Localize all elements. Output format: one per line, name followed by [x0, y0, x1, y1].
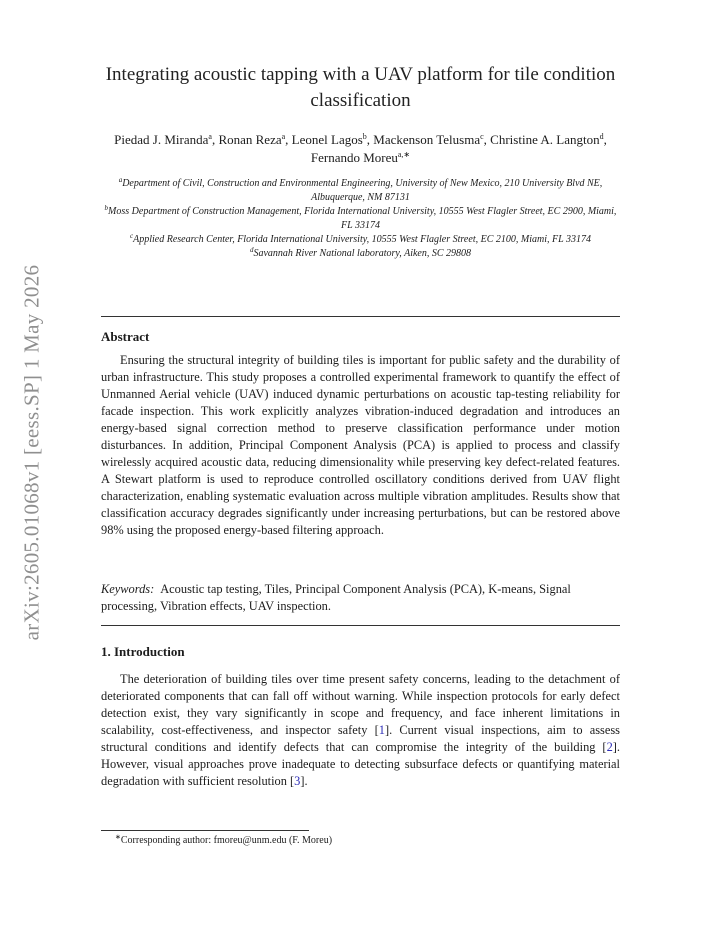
- arxiv-identifier-stamp: [12, 255, 52, 650]
- footnote-text: Corresponding author: fmoreu@unm.edu (F. Moreu): [120, 835, 333, 846]
- affiliation-text: Savannah River National laboratory, Aiken, SC 29808: [253, 248, 472, 259]
- affiliation: [101, 233, 620, 247]
- citation-link[interactable]: 1: [378, 723, 385, 737]
- introduction-heading: 1. Introduction: [101, 644, 185, 659]
- author-affiliation-marker: a,∗: [397, 150, 411, 159]
- keywords-label: Keywords:: [101, 582, 155, 596]
- abstract-top-rule: [101, 316, 620, 317]
- introduction-text-segment: ].: [300, 774, 308, 788]
- introduction-text: [101, 671, 620, 790]
- affiliation-marker: a: [118, 176, 123, 184]
- keywords-text: Acoustic tap testing, Tiles, Principal Component Analysis (PCA), K-means, Signal processing, Vibration effects, UAV inspection.: [101, 582, 571, 613]
- introduction-text-segment: ]. However, visual approaches prove inadequate to detecting subsurface defects or quantifying material degradation with sufficient resolution [: [101, 740, 620, 788]
- citation-link[interactable]: 3: [294, 774, 301, 788]
- affiliation: [101, 205, 620, 233]
- abstract-text: Ensuring the structural integrity of building tiles is important for public safety and the durability of urban infrastructure. This study proposes a controlled experimental framework to quantify the effect of Unmanned Aerial vehicle (UAV) induced dynamic perturbations on acoustic tap-testing reliability for facade inspection. This work explicitly analyzes vibration-induced degradation and introduces an energy-based signal correction method to preserve classification performance under motion disturbances. In addition, Principal Component Analysis (PCA) is applied to process and classify wirelessly acquired acoustic data, reducing dimensionality while preserving key defect-related features. A Stewart platform is used to reproduce controlled oscillatory conditions derived from UAV flight characterization, enabling systematic evaluation across multiple vibration amplitudes. Results show that classification accuracy degrades significantly under increasing perturbations, but can be restored above 98% using the proposed energy-based filtering approach.: [101, 353, 620, 537]
- author-list: Piedad J. Miranda$^a$, Ronan Reza$^a$, Leonel Lagos$^b$, Mackenson Telusma$^c$, Christine A. Langton$^d$, Fernando Moreu$^{a,∗}$: [114, 132, 607, 165]
- author-affiliation-marker: a: [208, 132, 212, 141]
- author-name: Leonel Lagos: [291, 132, 363, 147]
- arxiv-identifier-text: arXiv:2605.01068v1 [eess.SP] 1 May 2026: [19, 264, 44, 641]
- citation-link[interactable]: 2: [606, 740, 613, 754]
- keywords: [101, 581, 620, 615]
- affiliation-text: Department of Civil, Construction and Environmental Engineering, University of New Mexico, 210 University Blvd NE, Albuquerque, NM 87131: [122, 178, 603, 203]
- affiliation-text: Moss Department of Construction Management, Florida International University, 10555 West Flagler Street, EC 2900, Miami, FL 33174: [108, 206, 617, 231]
- footnote: [115, 834, 332, 847]
- introduction-text-segment: The deterioration of building tiles over time present safety concerns, leading to the detachment of deteriorated components that can fall off without warning. While inspection protocols for early defect detection exist, they vary significantly in scope and frequency, and face inherent limitations in scalability, cost-effectiveness, and inspector safety [: [101, 672, 620, 737]
- author-affiliation-marker: c: [480, 132, 484, 141]
- author-name: Ronan Reza: [218, 132, 282, 147]
- affiliation-marker: d: [249, 246, 254, 254]
- abstract-bottom-rule: [101, 625, 620, 626]
- author-affiliation-marker: b: [362, 132, 367, 141]
- affiliation-list: [101, 177, 620, 261]
- affiliation-marker: b: [104, 204, 109, 212]
- author-name: Christine A. Langton: [490, 132, 600, 147]
- author-affiliation-marker: a: [281, 132, 286, 141]
- author-affiliation-marker: d: [599, 132, 604, 141]
- author-name: Piedad J. Miranda: [114, 132, 209, 147]
- author-name: Mackenson Telusma: [373, 132, 481, 147]
- introduction-text-segment: ]. Current visual inspections, aim to assess structural conditions and identify defects that can compromise the integrity of the building [: [101, 723, 620, 754]
- paper-title: Integrating acoustic tapping with a UAV platform for tile condition classification: [105, 64, 616, 111]
- footnote-marker: ∗: [115, 833, 121, 841]
- affiliation: [101, 177, 620, 205]
- affiliation-text: Applied Research Center, Florida International University, 10555 West Flagler Street, EC 2100, Miami, FL 33174: [133, 234, 591, 245]
- abstract-heading: Abstract: [101, 329, 150, 344]
- author-name: Fernando Moreu: [310, 150, 398, 165]
- footnote-rule: [101, 830, 309, 831]
- affiliation: [101, 247, 620, 261]
- affiliation-marker: c: [130, 232, 134, 240]
